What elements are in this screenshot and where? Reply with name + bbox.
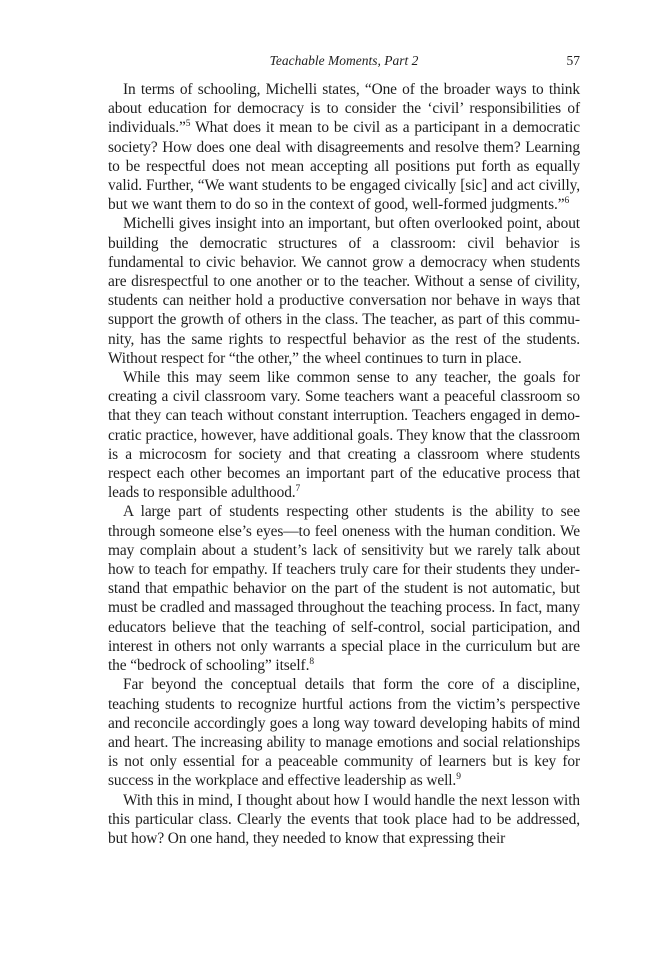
paragraph-6 [108, 791, 580, 849]
paragraph-text: What does it mean to be civil as a participant in a democratic society? How does one deal with disagreements and resolve them? Learning to be respectful does not mean accepting all positions put forth as equally valid. Further, “We want students to be engaged civically [sic] and act civilly, but we want them to do so in the context of good, well-formed judgments.” [108, 119, 580, 214]
footnote-marker-8: 8 [309, 657, 314, 668]
paragraph-5 [108, 675, 580, 790]
footnote-marker-9: 9 [456, 772, 461, 783]
paragraph-text: While this may seem like common sense to any teacher, the goals for creating a civil classroom vary. Some teachers want a peaceful classroom so that they can teach without constant interruption. Teachers engaged in democratic practice, however, have additional goals. They know that the classroom is a microcosm for society and that creating a classroom where students respect each other becomes an important part of the educative process that leads to responsible adulthood. [108, 369, 580, 502]
running-head [108, 53, 580, 73]
running-title: Teachable Moments, Part 2 [269, 53, 419, 68]
body-text [108, 80, 580, 848]
paragraph-text: Michelli gives insight into an important, but often overlooked point, about building the democratic structures of a classroom: civil behavior is fundamental to civic behavior. We cannot grow a democracy when students are disrespectful to one another or to the teacher. Without a sense of civility, students can neither hold a productive conversation nor behave in ways that support the growth of others in the class. The teacher, as part of this community, has the same rights to respectful behavior as the rest of the students. Without respect for “the other,” the wheel continues to turn in place. [108, 215, 580, 367]
paragraph-text: A large part of students respecting other students is the ability to see through someone else’s eyes—to feel oneness with the human condition. We may complain about a student’s lack of sensitivity but we rarely talk about how to teach for empathy. If teachers truly care for their students they understand that empathic behavior on the part of the student is not automatic, but must be cradled and massaged throughout the teaching process. In fact, many educators believe that the teaching of self-control, social participation, and interest in others not only warrants a special place in the curriculum but are the “bedrock of schooling” itself. [108, 503, 580, 675]
paragraph-3 [108, 368, 580, 502]
paragraph-2 [108, 214, 580, 368]
paragraph-text: Far beyond the conceptual details that form the core of a discipline, teaching students to recognize hurtful actions from the victim’s perspective and reconcile accordingly goes a long way toward developing habits of mind and heart. The increasing ability to manage emotions and social relationships is not only essential for a peaceable community of learners but is key for success in the workplace and effective leadership as well. [108, 676, 580, 790]
footnote-marker-7: 7 [295, 484, 301, 495]
paragraph-text: With this in mind, I thought about how I would handle the next lesson with this particular class. Clearly the events that took place had to be addressed, but how? On one hand, they needed to know that expressing their [108, 791, 580, 847]
footnote-marker-6: 6 [564, 196, 570, 207]
footnote-marker-5: 5 [185, 119, 191, 130]
paragraph-1 [108, 80, 580, 214]
paragraph-text: In terms of schooling, Michelli states, “One of the broader ways to think about education for democracy is to consider the ‘civil’ responsibilities of individuals.” [108, 81, 580, 137]
paragraph-4 [108, 502, 580, 675]
page-number: 57 [566, 53, 580, 68]
